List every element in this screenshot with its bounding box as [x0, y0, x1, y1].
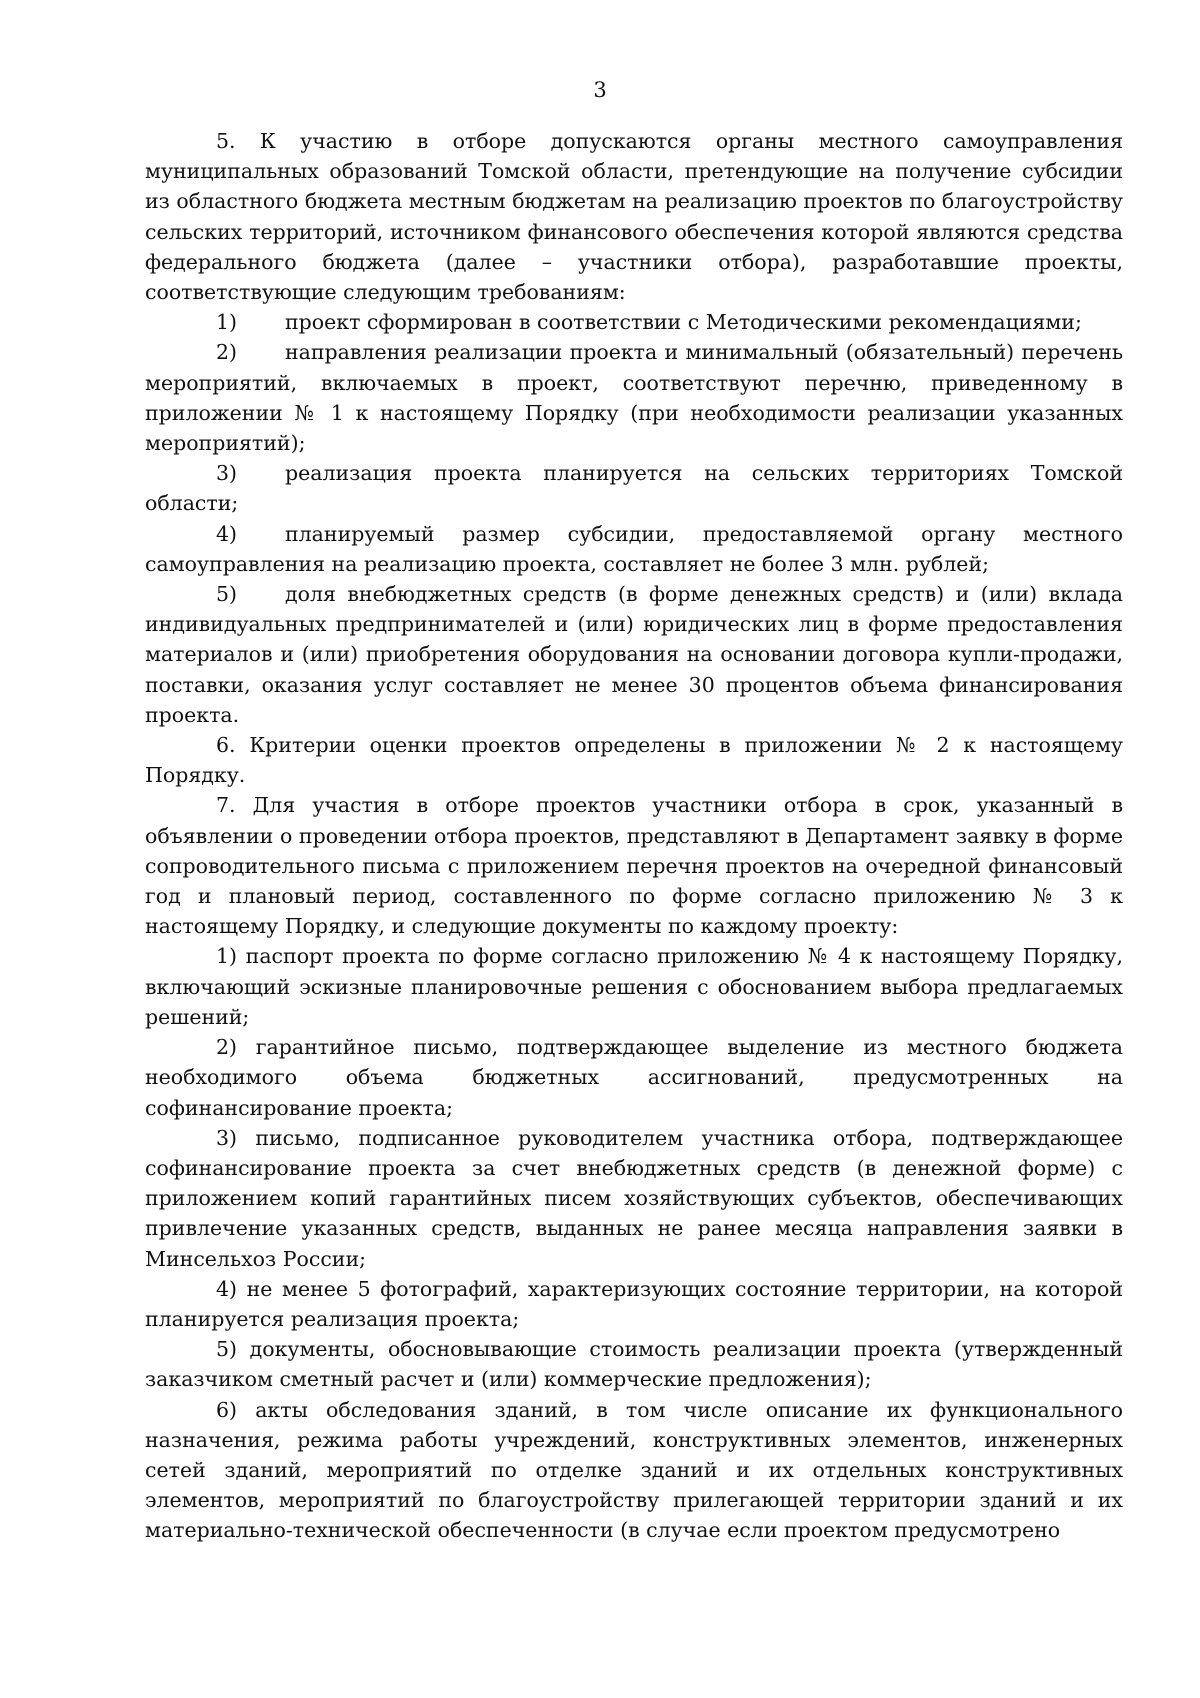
paragraph-7-item-6: 6) акты обследования зданий, в том числе описание их функционального назначения, режима работы учреждений, конструктивных элементов, инженерных сетей зданий, мероприятий по отделке зданий и их отдельных конструктивных элементов, мероприятий по благоустройству прилегающей территории зданий и их материально-технической обеспеченности (в случае если проектом предусмотрено: [145, 1397, 1123, 1543]
paragraph-5-item-2: [145, 337, 1123, 458]
paragraph-5-item-5: [145, 579, 1123, 730]
item-number: 4): [216, 521, 238, 546]
item-text: доля внебюджетных средств (в форме денежных средств) и (или) вклада индивидуальных предпринимателей и (или) юридических лиц в форме предоставления материалов и (или) приобретения оборудования на основании договора купли-продажи, поставки, оказания услуг составляет не менее 30 процентов объема финансирования проекта.: [145, 582, 1123, 727]
paragraph-6: 6. Критерии оценки проектов определены в приложении № 2 к настоящему Порядку.: [145, 733, 1123, 788]
paragraph-5: 5. К участию в отборе допускаются органы местного самоуправления муниципальных образований Томской области, претендующие на получение субсидии из областного бюджета местным бюджетам на реализацию проектов по благоустройству сельских территорий, источником финансового обеспечения которой являются средства федерального бюджета (далее – участники отбора), разработавшие проекты, соответствующие следующим требованиям:: [145, 129, 1123, 305]
document-body: [145, 126, 1123, 1546]
item-text: проект сформирован в соответствии с Методическими рекомендациями;: [285, 310, 1082, 335]
item-number: 3): [216, 461, 238, 486]
paragraph-5-item-3: [145, 458, 1123, 518]
paragraph-7-item-1: 1) паспорт проекта по форме согласно приложению № 4 к настоящему Порядку, включающий эскизные планировочные решения с обоснованием выбора предлагаемых решений;: [145, 944, 1123, 1029]
item-number: 2): [216, 340, 238, 365]
paragraph-7-item-4: 4) не менее 5 фотографий, характеризующих состояние территории, на которой планируется реализация проекта;: [145, 1276, 1123, 1331]
paragraph-7-item-5: 5) документы, обосновывающие стоимость реализации проекта (утвержденный заказчиком сметный расчет и (или) коммерческие предложения);: [145, 1337, 1123, 1392]
paragraph-5-item-1: [145, 307, 1123, 337]
paragraph-7-item-3: 3) письмо, подписанное руководителем участника отбора, подтверждающее софинансирование проекта за счет внебюджетных средств (в денежной форме) с приложением копий гарантийных писем хозяйствующих субъектов, обеспечивающих привлечение указанных средств, выданных не ранее месяца направления заявки в Минсельхоз России;: [145, 1125, 1123, 1271]
item-number: 1): [216, 310, 238, 335]
paragraph-7-item-2: 2) гарантийное письмо, подтверждающее выделение из местного бюджета необходимого объема бюджетных ассигнований, предусмотренных на софинансирование проекта;: [145, 1035, 1123, 1120]
paragraph-7: 7. Для участия в отборе проектов участники отбора в срок, указанный в объявлении о проведении отбора проектов, представляют в Департамент заявку в форме сопроводительного письма с приложением перечня проектов на очередной финансовый год и плановый период, составленного по форме согласно приложению № 3 к настоящему Порядку, и следующие документы по каждому проекту:: [145, 793, 1123, 939]
item-text: направления реализации проекта и минимальный (обязательный) перечень мероприятий, включаемых в проект, соответствуют перечню, приведенному в приложении № 1 к настоящему Порядку (при необходимости реализации указанных мероприятий);: [145, 340, 1123, 456]
item-text: планируемый размер субсидии, предоставляемой органу местного самоуправления на реализацию проекта, составляет не более 3 млн. рублей;: [145, 521, 1123, 576]
paragraph-5-item-4: [145, 519, 1123, 579]
page-number: 3: [593, 78, 607, 102]
item-text: реализация проекта планируется на сельских территориях Томской области;: [145, 461, 1123, 516]
item-number: 5): [216, 582, 238, 607]
